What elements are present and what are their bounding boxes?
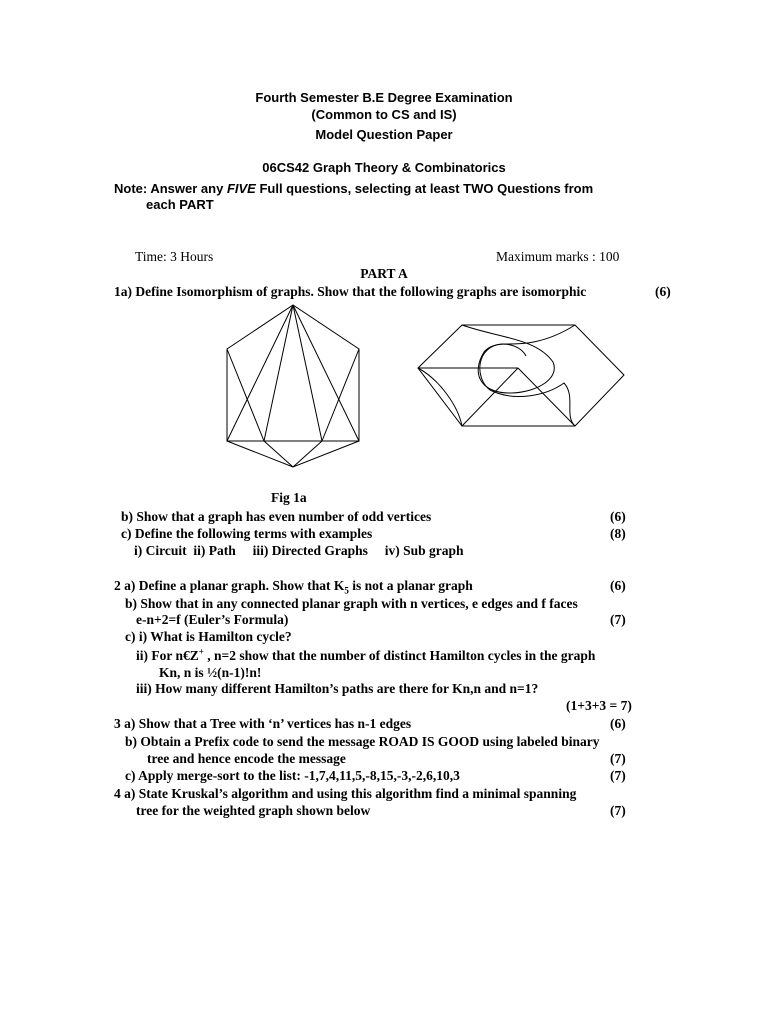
exam-subtitle: (Common to CS and IS) xyxy=(311,107,457,122)
question-1c-terms: i) Circuit ii) Path iii) Directed Graphs iv) Sub graph xyxy=(134,543,464,558)
question-2c-ii-text: ii) For n€Z xyxy=(136,648,199,663)
question-2b-line2: e-n+2=f (Euler’s Formula) xyxy=(136,612,289,627)
question-3a-marks: (6) xyxy=(610,716,626,731)
question-2c-ii-superscript: + xyxy=(198,646,204,657)
instructions-note-line2: each PART xyxy=(146,197,214,212)
question-2c-ii xyxy=(136,648,595,664)
course-title: 06CS42 Graph Theory & Combinatorics xyxy=(262,160,506,175)
question-3a: 3 a) Show that a Tree with ‘n’ vertices has n-1 edges xyxy=(114,716,412,731)
graph-figure-right xyxy=(414,320,628,432)
question-2c-marks: (1+3+3 = 7) xyxy=(566,698,632,713)
question-1b: b) Show that a graph has even number of odd vertices xyxy=(121,509,432,524)
question-1c-marks: (8) xyxy=(610,526,626,541)
question-2b-marks: (7) xyxy=(610,612,626,627)
question-3b: b) Obtain a Prefix code to send the message ROAD IS GOOD using labeled binary xyxy=(125,734,600,749)
question-4a-marks: (7) xyxy=(610,803,626,818)
question-1a: 1a) Define Isomorphism of graphs. Show that the following graphs are isomorphic xyxy=(114,284,587,299)
question-3c: c) Apply merge-sort to the list: -1,7,4,11,5,-8,15,-3,-2,6,10,3 xyxy=(125,768,460,783)
note-emphasis: FIVE xyxy=(226,181,256,196)
question-2a-marks: (6) xyxy=(610,578,626,593)
question-2a-text-end: is not a planar graph xyxy=(348,578,473,593)
question-2a xyxy=(114,578,473,594)
exam-duration: Time: 3 Hours xyxy=(135,249,214,264)
question-2b: b) Show that in any connected planar graph with n vertices, e edges and f faces xyxy=(125,596,578,611)
question-4a: 4 a) State Kruskal’s algorithm and using this algorithm find a minimal spanning xyxy=(114,786,577,801)
part-heading: PART A xyxy=(360,266,408,281)
question-3b-line2: tree and hence encode the message xyxy=(147,751,346,766)
question-1c: c) Define the following terms with examples xyxy=(121,526,373,541)
max-marks: Maximum marks : 100 xyxy=(496,249,620,264)
instructions-note xyxy=(114,181,593,197)
question-2c-ii-text-end: , n=2 show that the number of distinct Hamilton cycles in the graph xyxy=(203,648,596,663)
graph-figure-left xyxy=(220,300,370,472)
note-prefix: Note: Answer any xyxy=(114,181,227,196)
question-2c-ii-line2: Kn, n is ½(n-1)!n! xyxy=(159,665,262,680)
question-1a-marks: (6) xyxy=(655,284,671,299)
question-3b-marks: (7) xyxy=(610,751,626,766)
note-suffix: Full questions, selecting at least TWO Questions from xyxy=(255,181,594,196)
question-2c-i: c) i) What is Hamilton cycle? xyxy=(125,629,292,644)
question-3c-marks: (7) xyxy=(610,768,626,783)
question-2a-subscript: 5 xyxy=(344,585,349,596)
question-4a-line2: tree for the weighted graph shown below xyxy=(136,803,371,818)
question-2a-text: 2 a) Define a planar graph. Show that K xyxy=(114,578,345,593)
question-2c-iii: iii) How many different Hamilton’s paths are there for Kn,n and n=1? xyxy=(136,681,539,696)
exam-title: Fourth Semester B.E Degree Examination xyxy=(255,90,513,105)
figure-caption: Fig 1a xyxy=(271,490,307,505)
paper-type: Model Question Paper xyxy=(315,127,453,142)
question-1b-marks: (6) xyxy=(610,509,626,524)
